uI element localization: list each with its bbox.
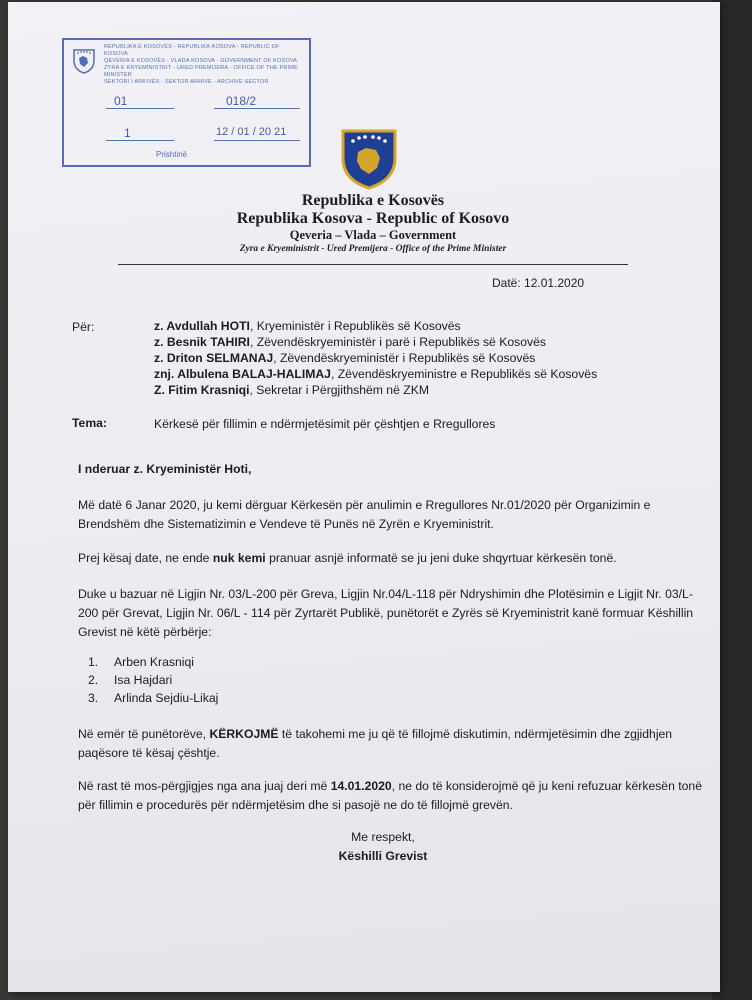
paragraph-1: Më datë 6 Janar 2020, ju kemi dërguar Kërkesën për anulimin e Rregullores Nr.01/2020 për Organizimin e Brendshëm dhe Sistematizimin e Vendeve të Punës në Zyrën e Kryeministrit. <box>78 498 651 531</box>
letter-date: Datë: 12.01.2020 <box>492 276 585 290</box>
paragraph-text: Prej kësaj date, ne ende <box>78 551 213 565</box>
council-members-list <box>88 653 218 707</box>
kosovo-emblem-icon <box>340 128 398 190</box>
paragraph-emphasis: nuk kemi <box>212 551 266 565</box>
header-line-2: Republika Kosova - Republic of Kosovo <box>236 210 510 227</box>
recipient-title: , Zëvendëskryeministre e Republikës së Kosovës <box>330 367 598 381</box>
header-divider <box>118 264 628 265</box>
member-name: Arlinda Sejdiu-Likaj <box>114 691 219 705</box>
stamp-header-line: REPUBLIKA E KOSOVËS - REPUBLIKA KOSOVA - REPUBLIC OF KOSOVA <box>104 44 280 57</box>
recipient-name: z. Besnik TAHIRI <box>154 335 250 349</box>
recipient-name: z. Avdullah HOTI <box>154 319 250 333</box>
stamp-header-line: SEKTORI I ARKIVËS - SEKTOR ARHIVE - ARCHIVE SECTOR <box>104 79 269 85</box>
list-number: 3. <box>88 691 99 705</box>
salutation: I nderuar z. Kryeministër Hoti, <box>78 462 252 476</box>
recipient-title: , Sekretar i Përgjithshëm në ZKM <box>249 383 429 397</box>
stamp-field-value: 12 / 01 / 20 21 <box>216 126 287 138</box>
recipient-name: znj. Albulena BALAJ-HALIMAJ <box>154 367 331 381</box>
paragraph-text: të takohemi me ju që të fillojmë diskutimin, ndërmjetësimin dhe zgjidhjen paqësore të kësaj çështje. <box>78 727 673 760</box>
paragraph-emphasis: KËRKOJMË <box>209 727 279 741</box>
list-number: 1. <box>88 655 99 669</box>
stamp-field-value: 1 <box>124 126 131 140</box>
member-name: Isa Hajdari <box>114 673 173 687</box>
signatory: Këshilli Grevist <box>338 849 428 863</box>
stamp-field-line <box>106 108 174 109</box>
paragraph-text: Në emër të punëtorëve, <box>78 727 210 741</box>
stamp-header <box>104 44 304 86</box>
header-line-4: Zyra e Kryeministrit - Ured Premijera - Office of the Prime Minister <box>239 244 507 254</box>
stamp-field-line <box>106 140 174 141</box>
recipients-label: Për: <box>72 320 95 334</box>
member-name: Arben Krasniqi <box>114 655 194 669</box>
recipient <box>154 350 597 366</box>
header-line-1: Republika e Kosovës <box>301 192 445 209</box>
recipient <box>154 334 597 350</box>
list-number: 2. <box>88 673 99 687</box>
list-item <box>88 671 218 689</box>
recipient <box>154 382 597 398</box>
stamp-field-line <box>214 108 300 109</box>
letter-page <box>8 2 720 992</box>
paragraph-3: Duke u bazuar në Ligjin Nr. 03/L-200 për Greva, Ligjin Nr.04/L-118 për Ndryshimin dhe Plotësimin e Ligjit Nr. 03/L-200 për Grevat, Ligjin Nr. 06/L - 114 për Zyrtarët Publikë, punëtorët e Zyrës së Kryeministrit kanë formuar Këshillin Grevist në këtë përbërje: <box>78 587 694 639</box>
recipients-list <box>154 318 597 398</box>
paragraph-2 <box>78 549 708 568</box>
coat-of-arms-icon <box>70 46 98 74</box>
paragraph-4 <box>78 725 708 763</box>
paragraph-5 <box>78 777 708 815</box>
recipient-title: , Kryeministër i Republikës së Kosovës <box>249 319 461 333</box>
stamp-field-value: 01 <box>114 94 128 108</box>
registry-stamp <box>62 38 311 167</box>
recipient-title: , Zëvendëskryeministër i parë i Republikës së Kosovës <box>249 335 546 349</box>
stamp-header-line: ZYRA E KRYEMINISTRIT - URED PREMIJERA - OFFICE OF THE PRIME MINISTER <box>104 65 298 78</box>
recipient <box>154 318 597 334</box>
paragraph-text: pranuar asnjë informatë se ju jeni duke shqyrtuar kërkesën tonë. <box>265 551 617 565</box>
recipient-name: z. Driton SELMANAJ <box>154 351 274 365</box>
closing: Me respekt, <box>351 830 415 844</box>
recipient-title: , Zëvendëskryeministër i Republikës së Kosovës <box>273 351 536 365</box>
stamp-field-value: 018/2 <box>226 94 257 108</box>
stamp-place: Prishtinë <box>156 150 188 159</box>
stamp-field-line <box>214 140 300 141</box>
recipient <box>154 366 597 382</box>
list-item <box>88 653 218 671</box>
header-line-3: Qeveria – Vlada – Government <box>289 228 457 242</box>
subject-text: Kërkesë për fillimin e ndërmjetësimit për çështjen e Rregullores <box>154 417 496 431</box>
paragraph-text: Në rast të mos-përgjigjes nga ana juaj deri më <box>78 779 331 793</box>
stamp-header-line: QEVERIA E KOSOVËS - VLADA KOSOVA - GOVERNMENT OF KOSOVA <box>104 58 298 64</box>
paragraph-emphasis: 14.01.2020 <box>330 779 392 793</box>
recipient-name: Z. Fitim Krasniqi <box>154 383 250 397</box>
subject-label: Tema: <box>72 416 107 430</box>
paragraph-text: , ne do të konsiderojmë që ju keni refuzuar kërkesën tonë për fillimin e procedurës për ndërmjetësim dhe si pasojë ne do të fillojmë grevën. <box>78 779 702 812</box>
list-item <box>88 689 218 707</box>
